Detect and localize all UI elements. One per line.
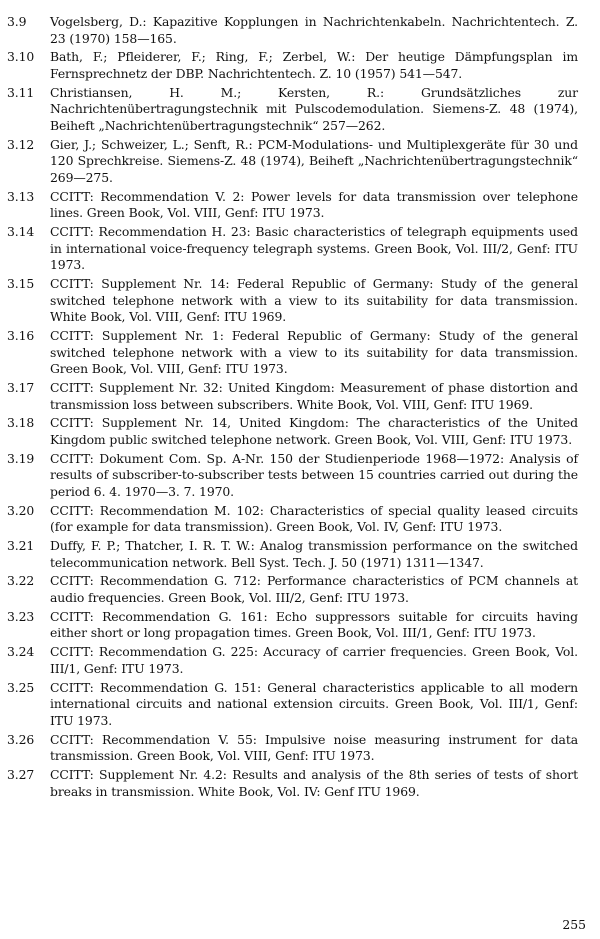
reference-text: Vogelsberg, D.: Kapazitive Kopplungen in Nachrichtenkabeln. Nachrichtentech. Z. 23 (1970) 158—165. (50, 14, 578, 46)
reference-text: Duffy, F. P.; Thatcher, I. R. T. W.: Analog transmission performance on the switched telecommunication network. Bell Syst. Tech. J. 50 (1971) 1311—1347. (50, 538, 578, 570)
reference-number: 3.24 (7, 644, 35, 660)
reference-number: 3.27 (7, 766, 35, 782)
reference-entry (0, 415, 600, 448)
reference-text: CCITT: Supplement Nr. 14, United Kingdom: The characteristics of the United Kingdom public switched telephone network. Green Book, Vol. VIII, Genf: ITU 1973. (50, 415, 578, 447)
reference-entry (0, 224, 600, 274)
reference-text: CCITT: Supplement Nr. 1: Federal Republic of Germany: Study of the general switched telephone network with a view to its suitability for data transmission. Green Book, Vol. VIII, Genf: ITU 1973. (50, 328, 578, 377)
reference-text: CCITT: Supplement Nr. 4.2: Results and analysis of the 8th series of tests of short breaks in transmission. White Book, Vol. IV: Genf ITU 1969. (50, 766, 578, 799)
reference-number: 3.19 (7, 450, 35, 466)
reference-number: 3.22 (7, 573, 35, 589)
reference-number: 3.11 (7, 84, 35, 100)
reference-entry (0, 49, 600, 82)
reference-entry (0, 137, 600, 187)
reference-number: 3.21 (7, 538, 35, 554)
reference-number: 3.10 (7, 49, 35, 65)
reference-text: Christiansen, H. M.; Kersten, R.: Grundsätzliches zur Nachrichtenübertragungstechnik mit Pulscodemodulation. Siemens-Z. 48 (1974), Beiheft „Nachrichtenübertragungstechnik“ 257—262. (50, 84, 578, 133)
reference-entry (0, 451, 600, 501)
reference-page (0, 14, 600, 802)
reference-entry (0, 276, 600, 326)
reference-text: CCITT: Recommendation G. 161: Echo suppressors suitable for circuits having either short or long propagation times. Green Book, Vol. III/1, Genf: ITU 1973. (50, 608, 578, 641)
reference-text: CCITT: Recommendation M. 102: Characteristics of special quality leased circuits (for example for data transmission). Green Book, Vol. IV, Genf: ITU 1973. (50, 502, 578, 535)
reference-entry (0, 328, 600, 378)
reference-text: Bath, F.; Pfleiderer, F.; Ring, F.; Zerbel, W.: Der heutige Dämpfungsplan im Fernsprechnetz der DBP. Nachrichtentech. Z. 10 (1957) 541—547. (50, 49, 578, 81)
reference-entry (0, 538, 600, 571)
reference-entry (0, 380, 600, 413)
reference-text: CCITT: Supplement Nr. 32: United Kingdom: Measurement of phase distortion and transmission loss between subscribers. White Book, Vol. VIII, Genf: ITU 1969. (50, 379, 578, 412)
reference-number: 3.18 (7, 415, 35, 431)
reference-entry (0, 14, 600, 47)
reference-number: 3.9 (7, 14, 27, 29)
reference-number: 3.12 (7, 136, 35, 152)
page-number: 255 (562, 917, 586, 932)
reference-number: 3.17 (7, 379, 35, 395)
reference-text: CCITT: Recommendation G. 225: Accuracy of carrier frequencies. Green Book, Vol. III/1, Genf: ITU 1973. (50, 644, 578, 676)
reference-text: Gier, J.; Schweizer, L.; Senft, R.: PCM-Modulations- und Multiplexgeräte für 30 und 120 Sprechkreise. Siemens-Z. 48 (1974), Beiheft „Nachrichtenübertragungstechnik“ 269—275. (50, 136, 578, 185)
reference-entry (0, 644, 600, 677)
reference-number: 3.16 (7, 328, 35, 343)
reference-text: CCITT: Recommendation G. 151: General characteristics applicable to all modern international circuits and national extension circuits. Green Book, Vol. III/1, Genf: ITU 1973. (50, 679, 578, 728)
reference-entry (0, 85, 600, 135)
reference-entry (0, 609, 600, 642)
reference-text: CCITT: Dokument Com. Sp. A-Nr. 150 der Studienperiode 1968—1972: Analysis of results of subscriber-to-subscriber tests between 15 countries carried out during the period 6. 4. 1970—3. 7. 1970. (50, 450, 578, 499)
reference-number: 3.15 (7, 276, 35, 292)
reference-entry (0, 503, 600, 536)
reference-text: CCITT: Supplement Nr. 14: Federal Republic of Germany: Study of the general switched telephone network with a view to its suitability for data transmission. White Book, Vol. VIII, Genf: ITU 1969. (50, 276, 578, 325)
reference-text: CCITT: Recommendation H. 23: Basic characteristics of telegraph equipments used in international voice-frequency telegraph systems. Green Book, Vol. III/2, Genf: ITU 1973. (50, 224, 578, 273)
reference-number: 3.13 (7, 188, 35, 204)
reference-list (0, 14, 600, 800)
reference-number: 3.25 (7, 679, 35, 695)
reference-text: CCITT: Recommendation V. 2: Power levels for data transmission over telephone lines. Green Book, Vol. VIII, Genf: ITU 1973. (50, 188, 578, 221)
reference-text: CCITT: Recommendation G. 712: Performance characteristics of PCM channels at audio frequencies. Green Book, Vol. III/2, Genf: ITU 1973. (50, 573, 578, 606)
reference-number: 3.26 (7, 731, 35, 747)
reference-entry (0, 680, 600, 730)
reference-number: 3.20 (7, 502, 35, 518)
reference-entry (0, 767, 600, 800)
reference-entry (0, 573, 600, 606)
reference-entry (0, 189, 600, 222)
reference-entry (0, 732, 600, 765)
reference-number: 3.23 (7, 608, 35, 624)
reference-number: 3.14 (7, 224, 35, 240)
reference-text: CCITT: Recommendation V. 55: Impulsive noise measuring instrument for data transmission. Green Book, Vol. VIII, Genf: ITU 1973. (50, 731, 578, 764)
